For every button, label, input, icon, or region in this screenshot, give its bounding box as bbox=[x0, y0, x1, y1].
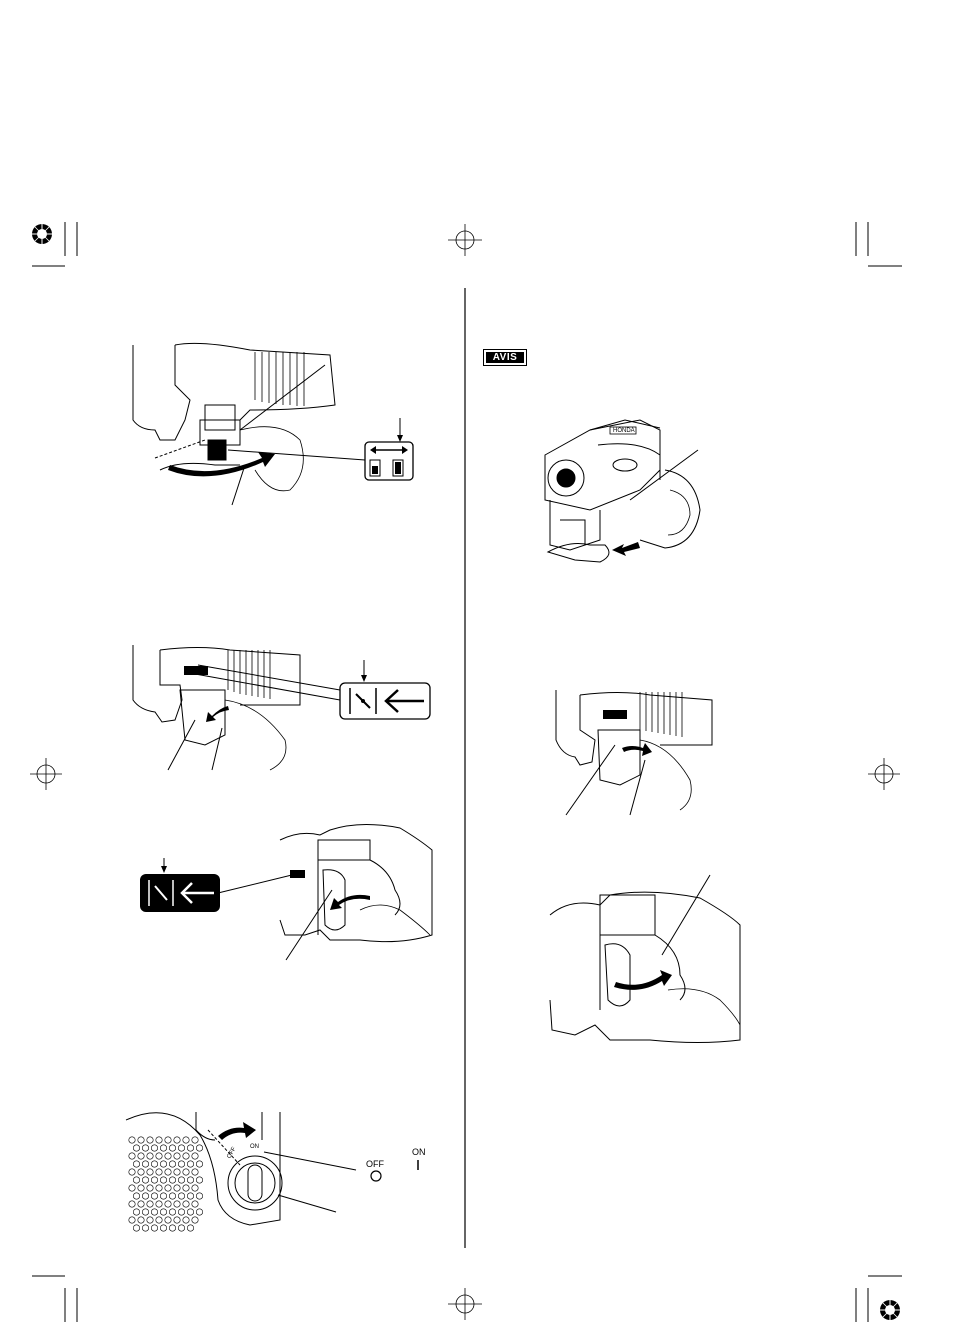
grille-hole bbox=[156, 1169, 162, 1175]
grille-hole bbox=[151, 1209, 157, 1215]
grille-hole bbox=[187, 1209, 193, 1215]
crop-mark-top-right bbox=[856, 222, 902, 266]
grille-hole bbox=[178, 1225, 184, 1231]
rotate-arrow-icon bbox=[218, 1122, 256, 1140]
leader-arrowhead bbox=[361, 675, 367, 682]
grille-hole bbox=[183, 1153, 189, 1159]
grille-hole bbox=[187, 1161, 193, 1167]
choke-closeup-illustration bbox=[280, 824, 432, 960]
grille-hole bbox=[169, 1225, 175, 1231]
grille-hole bbox=[183, 1217, 189, 1223]
grille-hole bbox=[151, 1161, 157, 1167]
grille-hole bbox=[138, 1169, 144, 1175]
grille-hole bbox=[165, 1201, 171, 1207]
grille-hole bbox=[165, 1137, 171, 1143]
grille-hole bbox=[142, 1145, 148, 1151]
grille-hole bbox=[160, 1209, 166, 1215]
grille-hole bbox=[169, 1193, 175, 1199]
grille-hole bbox=[174, 1169, 180, 1175]
grille-hole bbox=[156, 1137, 162, 1143]
grille-hole bbox=[147, 1217, 153, 1223]
grille-hole bbox=[196, 1193, 202, 1199]
grille-hole bbox=[133, 1193, 139, 1199]
pull-direction-arrow-icon bbox=[612, 542, 640, 556]
grille-hole bbox=[138, 1185, 144, 1191]
grille-hole bbox=[160, 1161, 166, 1167]
grille-hole bbox=[142, 1161, 148, 1167]
choke-icon bbox=[140, 874, 220, 912]
grille-hole bbox=[165, 1217, 171, 1223]
grille-hole bbox=[147, 1137, 153, 1143]
grille-hole bbox=[129, 1137, 135, 1143]
grille-hole bbox=[183, 1201, 189, 1207]
choke-icon bbox=[340, 683, 430, 719]
grille-hole bbox=[147, 1153, 153, 1159]
grille-hole bbox=[169, 1145, 175, 1151]
registration-sunburst-icon bbox=[880, 1300, 900, 1320]
ignition-dial-grille bbox=[129, 1137, 203, 1231]
grille-hole bbox=[178, 1209, 184, 1215]
grille-hole bbox=[174, 1137, 180, 1143]
grille-hole bbox=[151, 1177, 157, 1183]
grille-hole bbox=[192, 1201, 198, 1207]
grille-hole bbox=[187, 1145, 193, 1151]
grille-hole bbox=[129, 1217, 135, 1223]
notice-badge bbox=[483, 349, 527, 366]
switch-off-symbol-icon bbox=[371, 1171, 381, 1181]
rotate-arrow-icon bbox=[330, 895, 370, 910]
dial-on-label: ON bbox=[250, 1144, 259, 1150]
choke-position-mark bbox=[184, 666, 208, 675]
registration-crosshair-icon bbox=[448, 1288, 482, 1320]
grille-hole bbox=[147, 1201, 153, 1207]
leader-line bbox=[218, 873, 300, 893]
grille-hole bbox=[147, 1169, 153, 1175]
grille-hole bbox=[133, 1209, 139, 1215]
grille-hole bbox=[196, 1209, 202, 1215]
notice-label: AVIS bbox=[486, 352, 524, 363]
grille-hole bbox=[174, 1217, 180, 1223]
grille-hole bbox=[129, 1153, 135, 1159]
grille-hole bbox=[142, 1225, 148, 1231]
grille-hole bbox=[160, 1177, 166, 1183]
grille-hole bbox=[138, 1137, 144, 1143]
grille-hole bbox=[156, 1185, 162, 1191]
grille-hole bbox=[169, 1177, 175, 1183]
fuel-valve-icon bbox=[365, 442, 413, 480]
grille-hole bbox=[192, 1153, 198, 1159]
grille-hole bbox=[151, 1193, 157, 1199]
grille-hole bbox=[142, 1193, 148, 1199]
grille-hole bbox=[165, 1185, 171, 1191]
rotate-arrow-icon bbox=[614, 970, 672, 990]
grille-hole bbox=[165, 1153, 171, 1159]
grille-hole bbox=[169, 1161, 175, 1167]
grille-hole bbox=[133, 1177, 139, 1183]
grille-hole bbox=[178, 1161, 184, 1167]
grille-hole bbox=[178, 1145, 184, 1151]
leader-arrowhead bbox=[161, 866, 167, 873]
grille-hole bbox=[178, 1177, 184, 1183]
engine-brand-text: HONDA bbox=[613, 428, 635, 434]
grille-hole bbox=[183, 1185, 189, 1191]
grille-hole bbox=[138, 1201, 144, 1207]
grille-hole bbox=[169, 1209, 175, 1215]
leader-arrowhead bbox=[397, 435, 403, 442]
crop-mark-bottom-left bbox=[32, 1276, 77, 1322]
grille-hole bbox=[156, 1153, 162, 1159]
grille-hole bbox=[147, 1185, 153, 1191]
engine-starter-illustration bbox=[545, 420, 700, 562]
grille-hole bbox=[192, 1137, 198, 1143]
dial-off-label: OFF bbox=[226, 1146, 238, 1160]
grille-hole bbox=[151, 1225, 157, 1231]
grille-hole bbox=[165, 1169, 171, 1175]
grille-hole bbox=[138, 1153, 144, 1159]
grille-hole bbox=[187, 1225, 193, 1231]
grille-hole bbox=[178, 1193, 184, 1199]
grille-hole bbox=[174, 1201, 180, 1207]
grille-hole bbox=[129, 1169, 135, 1175]
choke-open-illustration bbox=[556, 690, 712, 815]
grille-hole bbox=[142, 1177, 148, 1183]
grille-hole bbox=[151, 1145, 157, 1151]
grille-hole bbox=[133, 1145, 139, 1151]
grille-hole bbox=[187, 1177, 193, 1183]
choke-closeup-right-illustration bbox=[550, 875, 740, 1043]
grille-hole bbox=[183, 1137, 189, 1143]
grille-hole bbox=[192, 1169, 198, 1175]
grille-hole bbox=[174, 1185, 180, 1191]
grille-hole bbox=[196, 1177, 202, 1183]
grille-hole bbox=[129, 1201, 135, 1207]
rotate-arrow-icon bbox=[206, 706, 229, 722]
grille-hole bbox=[129, 1185, 135, 1191]
rotate-arrow-icon bbox=[622, 743, 652, 756]
grille-hole bbox=[142, 1209, 148, 1215]
grille-hole bbox=[156, 1201, 162, 1207]
switch-on-label: ON bbox=[412, 1147, 426, 1157]
grille-hole bbox=[192, 1185, 198, 1191]
registration-crosshair-icon bbox=[448, 224, 482, 256]
registration-crosshair-icon bbox=[30, 758, 62, 790]
registration-crosshair-icon bbox=[868, 758, 900, 790]
grille-hole bbox=[156, 1217, 162, 1223]
grille-hole bbox=[138, 1217, 144, 1223]
grille-hole bbox=[196, 1145, 202, 1151]
grille-hole bbox=[192, 1217, 198, 1223]
grille-hole bbox=[133, 1161, 139, 1167]
switch-off-label: OFF bbox=[366, 1159, 384, 1169]
grille-hole bbox=[187, 1193, 193, 1199]
registration-sunburst-icon bbox=[32, 224, 52, 244]
grille-hole bbox=[160, 1225, 166, 1231]
choke-position-mark bbox=[603, 710, 627, 719]
fuel-valve-illustration bbox=[133, 343, 365, 505]
grille-hole bbox=[196, 1161, 202, 1167]
grille-hole bbox=[183, 1169, 189, 1175]
grille-hole bbox=[160, 1145, 166, 1151]
grille-hole bbox=[174, 1153, 180, 1159]
choke-lever-illustration bbox=[133, 645, 340, 770]
grille-hole bbox=[160, 1193, 166, 1199]
grille-hole bbox=[133, 1225, 139, 1231]
